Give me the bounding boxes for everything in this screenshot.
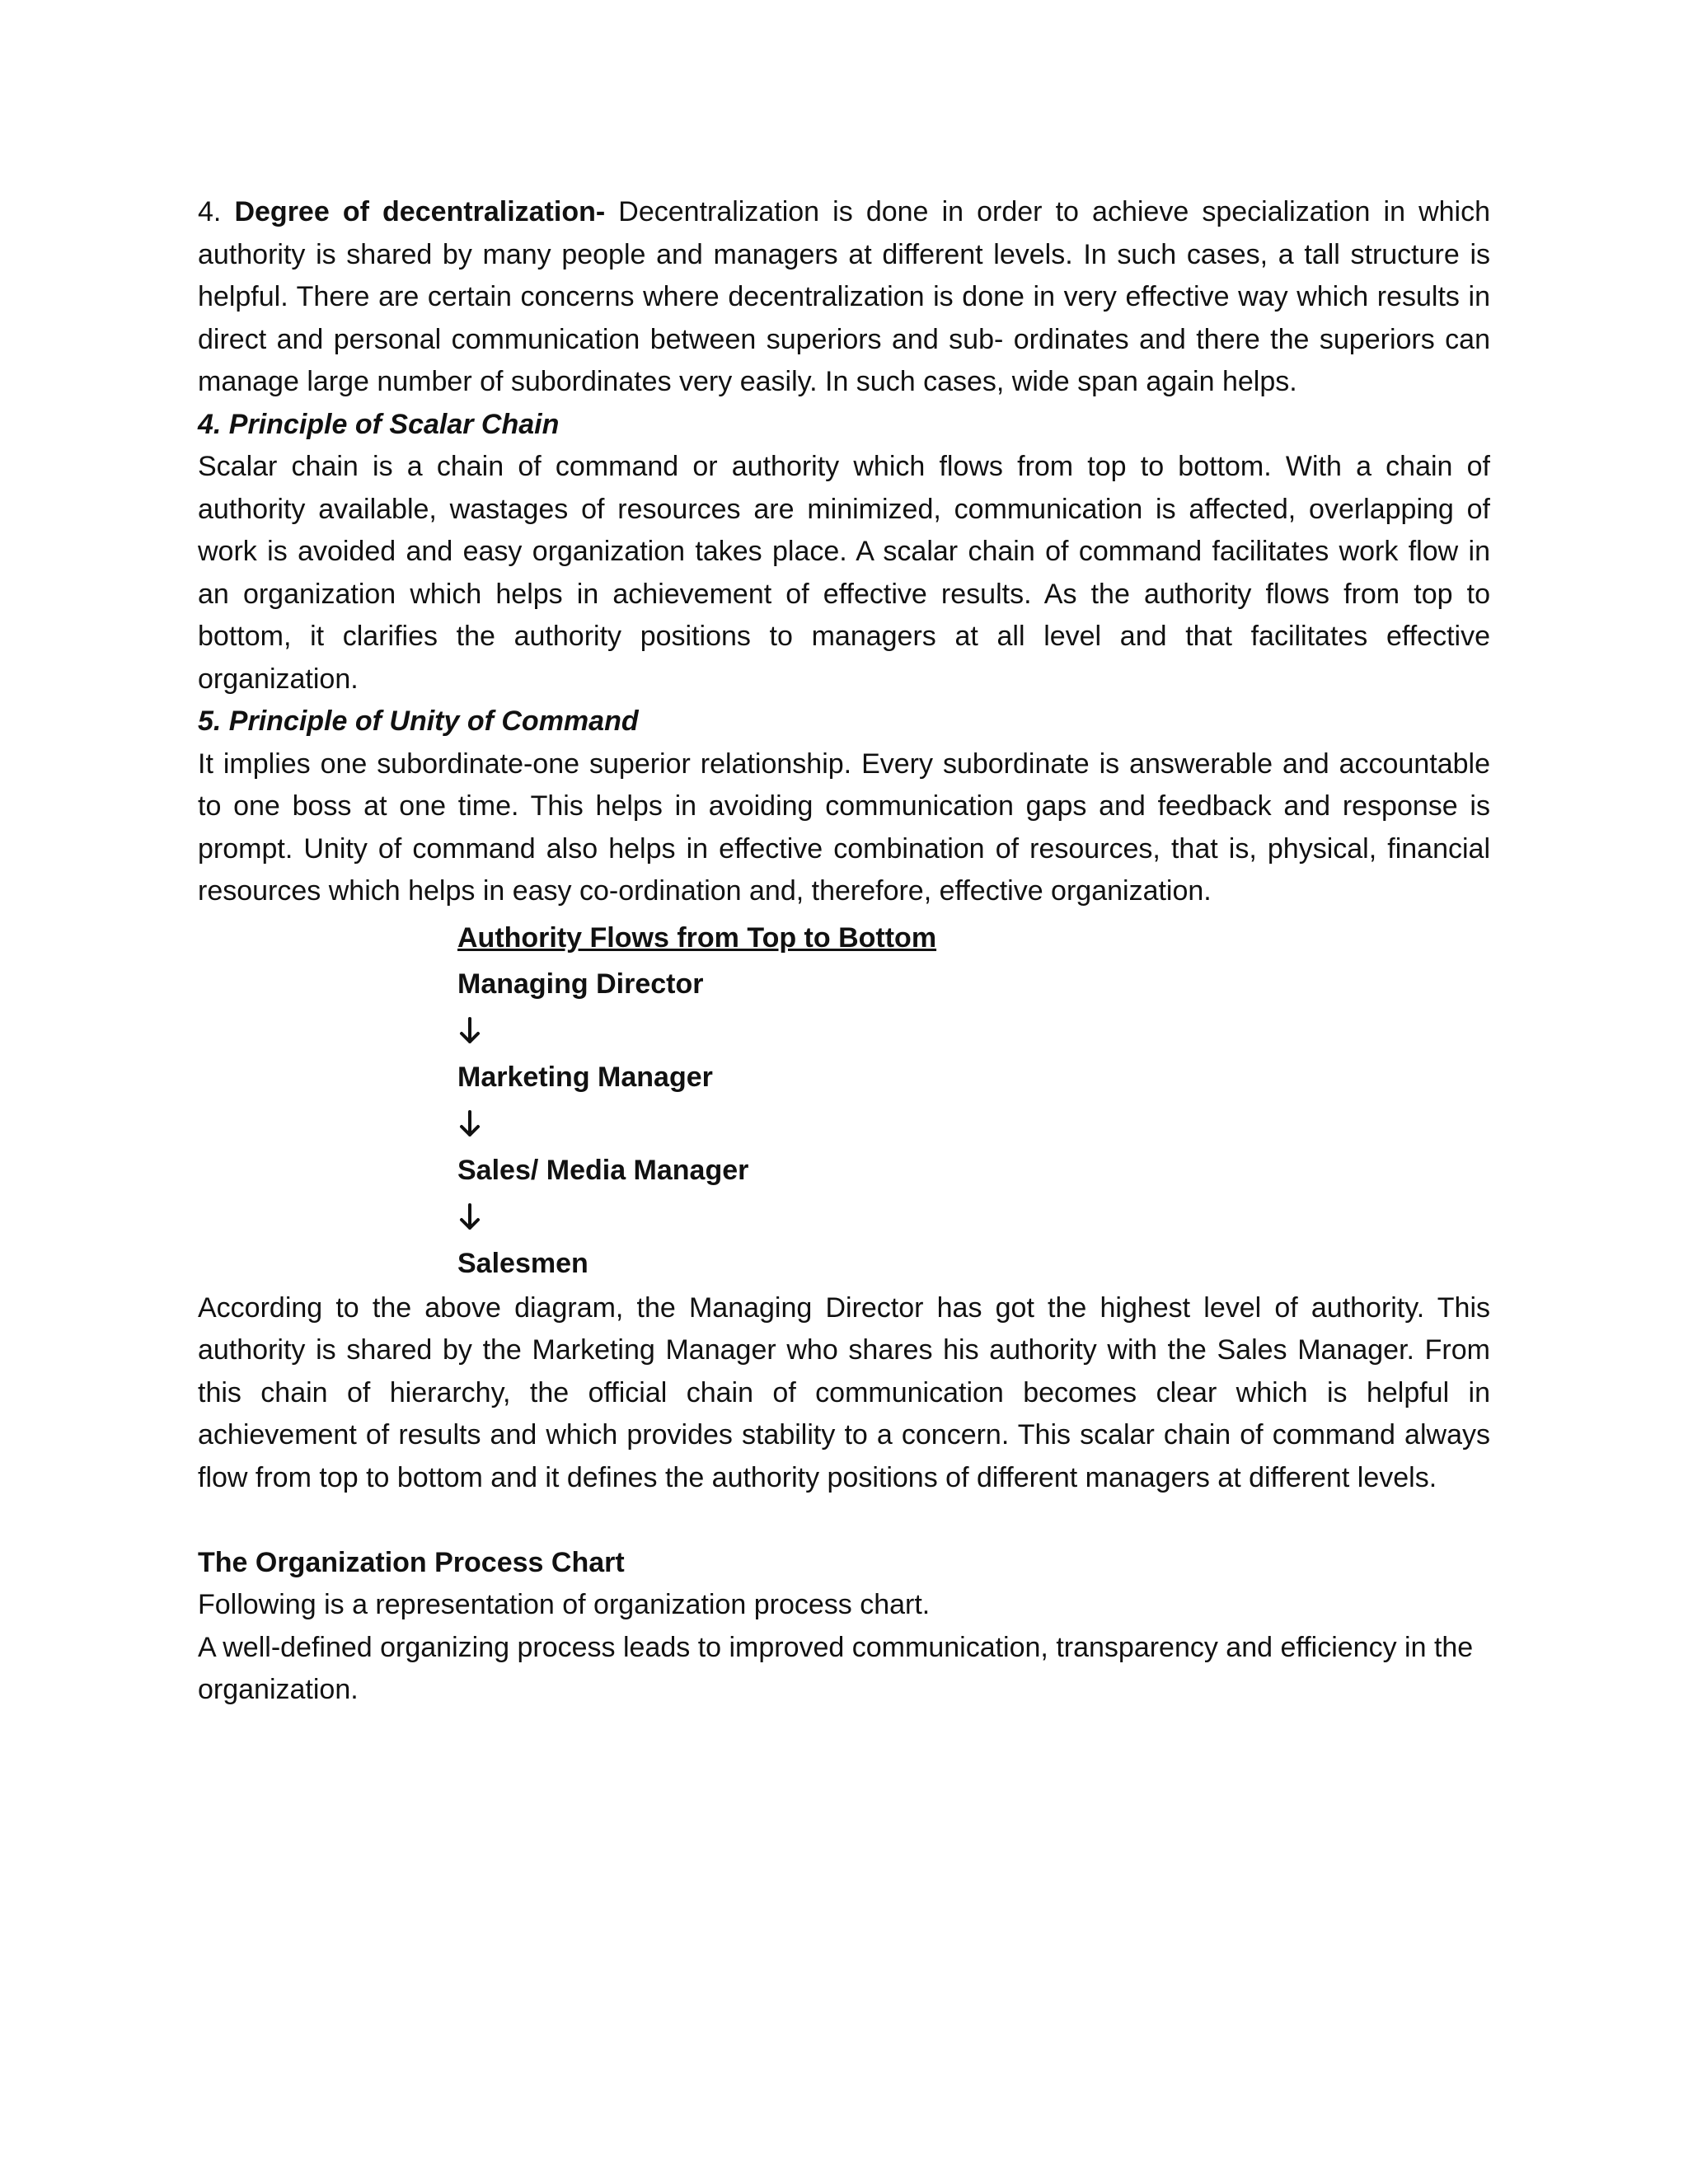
scalar-chain-heading: 4. Principle of Scalar Chain <box>198 408 560 440</box>
scalar-chain-paragraph: Scalar chain is a chain of command or authority which flows from top to bottom. With a chain of authority available, wastages of resources are minimized, communication is affected, overlapping of work is avoided and easy organization takes place. A scalar chain of command facilitates work flow in an organization which helps in achievement of effective results. As the authority flows from top to bottom, it clarifies the authority positions to managers at all level and that facilitates effective organization. <box>198 451 1490 695</box>
decentralization-label: Degree of decentralization- <box>234 196 606 227</box>
unity-of-command-heading: 5. Principle of Unity of Command <box>198 705 639 737</box>
decentralization-text: Decentralization is done in order to achieve specialization in which authority is shared by many people and managers at different levels. In such cases, a tall structure is helpful. There are certain concerns where decentralization is done in very effective way which results in direct and personal communication between superiors and sub- ordinates and there the superiors can manage large number of subordinates very easily. In such cases, wide span again helps. <box>198 196 1491 397</box>
process-chart-line-2: A well-defined organizing process leads to improved communication, transparency and efficiency in the organization. <box>198 1631 1474 1705</box>
chain-level-marketing-manager: Marketing Manager <box>457 1062 713 1093</box>
section-spacer <box>198 1499 1490 1542</box>
arrow-down-icon <box>457 1194 482 1241</box>
decentralization-number: 4. <box>198 196 222 227</box>
arrow-down-icon <box>457 1008 482 1055</box>
chain-level-managing-director: Managing Director <box>457 968 704 1000</box>
authority-chain-diagram <box>457 915 1490 1287</box>
chain-level-sales-media-manager: Sales/ Media Manager <box>457 1155 749 1186</box>
chain-level-salesmen: Salesmen <box>457 1248 588 1279</box>
diagram-explanation-paragraph: According to the above diagram, the Managing Director has got the highest level of authority. This authority is shared by the Marketing Manager who shares his authority with the Sales Manager. From this chain of hierarchy, the official chain of communication becomes clear which is helpful in achievement of results and which provides stability to a concern. This scalar chain of command always flow from top to bottom and it defines the authority positions of different managers at different levels. <box>198 1291 1490 1493</box>
arrow-down-icon <box>457 1101 482 1148</box>
process-chart-heading: The Organization Process Chart <box>198 1546 625 1578</box>
authority-chain-title: Authority Flows from Top to Bottom <box>457 921 937 954</box>
process-chart-line-1: Following is a representation of organization process chart. <box>198 1589 931 1620</box>
decentralization-paragraph <box>198 191 1490 404</box>
page-content <box>198 191 1490 1712</box>
unity-of-command-paragraph: It implies one subordinate-one superior relationship. Every subordinate is answerable and accountable to one boss at one time. This helps in avoiding communication gaps and feedback and response is prompt. Unity of command also helps in effective combination of resources, that is, physical, financial resources which helps in easy co-ordination and, therefore, effective organization. <box>198 748 1490 907</box>
